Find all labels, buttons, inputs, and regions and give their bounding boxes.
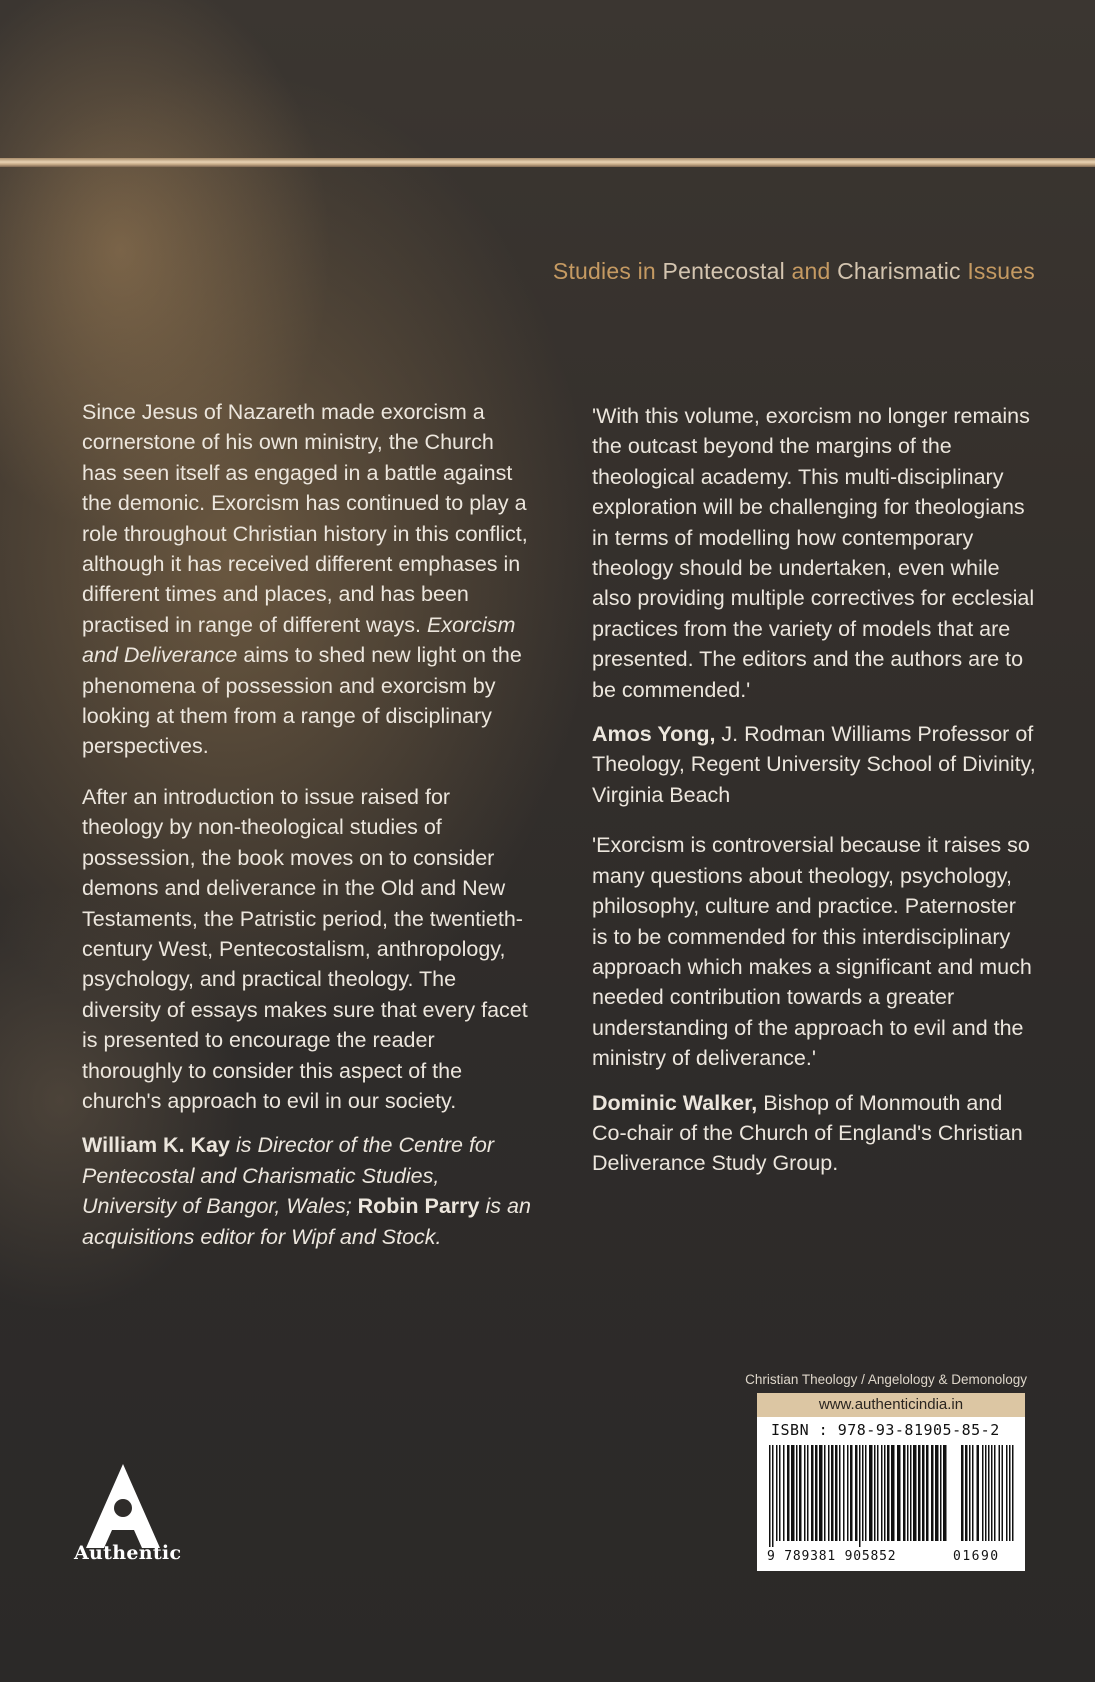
blurb-text: Since Jesus of Nazareth made exorcism a cornerstone of his own ministry, the Church has seen itself as engaged in a battle against the demonic. Exorcism has continued to play a role throughout Christian history in this conflict, although it has received different emphases in different times and places, and has been practised in range of different ways.	[82, 400, 528, 637]
publisher-website: www.authenticindia.in	[757, 1393, 1025, 1417]
endorsement-quote: 'Exorcism is controversial because it raises so many questions about theology, psychology, philosophy, culture and practice. Paternoster is to be commended for this interdisciplinary approach which makes a significant and much needed contribution towards a greater understanding of the approach to evil and the ministry of deliverance.'	[592, 833, 1032, 1071]
endorser-name: Dominic Walker,	[592, 1090, 758, 1115]
editor-name: William K. Kay	[82, 1133, 230, 1158]
series-title-part: and	[791, 258, 831, 284]
endorser-name: Amos Yong,	[592, 722, 716, 747]
blurb-text: aims to shed new light on the phenomena of possession and exorcism by looking at them from a range of disciplinary perspectives.	[82, 643, 522, 759]
series-title-part: Issues	[967, 258, 1035, 284]
series-title	[553, 258, 1035, 285]
book-title: Exorcism and Deliverance	[82, 612, 516, 668]
editors-note	[82, 1130, 532, 1252]
endorsement-quote: 'With this volume, exorcism no longer remains the outcast beyond the margins of the theological academy. This multi-disciplinary exploration will be challenging for theologians in terms of modelling how contemporary theology should be undertaken, even while also providing multiple correctives for ecclesial practices from the variety of models that are presented. The editors and the authors are to be commended.'	[592, 404, 1035, 702]
series-title-part: Charismatic	[837, 258, 961, 284]
price-code: 01690	[953, 1549, 1000, 1564]
editor-description: is an acquisitions editor for Wipf and Stock.	[82, 1194, 531, 1249]
endorsement-attribution	[592, 719, 1037, 810]
blurb-paragraph: After an introduction to issue raised for theology by non-theological studies of possession, the book moves on to consider demons and deliverance in the Old and New Testaments, the Patristic period, the twentieth-century West, Pentecostalism, anthropology, psychology, and practical theology. The diversity of essays makes sure that every facet is presented to encourage the reader thoroughly to consider this aspect of the church's approach to evil in our society.	[82, 784, 528, 1113]
series-title-part: Studies in	[552, 258, 656, 284]
editor-name: Robin Parry	[357, 1194, 480, 1219]
blurb-paragraph	[82, 397, 532, 762]
editor-description: is Director of the Centre for Pentecostal and Charismatic Studies, University of Bangor, Wales;	[82, 1133, 495, 1219]
barcode-panel	[757, 1393, 1025, 1571]
subject-category: Christian Theology / Angelology & Demonology	[745, 1372, 1027, 1387]
endorser-affiliation: J. Rodman Williams Professor of Theology, Regent University School of Divinity, Virginia Beach	[592, 722, 1036, 807]
publisher-name: Authentic	[74, 1542, 182, 1564]
isbn-text: ISBN : 978-93-81905-85-2	[771, 1421, 1000, 1439]
barcode-image	[765, 1445, 1019, 1549]
endorsement-attribution	[592, 1088, 1037, 1179]
endorser-affiliation: Bishop of Monmouth and Co-chair of the Church of England's Christian Deliverance Study Group.	[592, 1090, 1023, 1176]
endorsements-column	[592, 401, 1037, 1179]
series-title-part: Pentecostal	[662, 258, 785, 284]
decorative-rule	[0, 158, 1095, 167]
blurb-column	[82, 397, 532, 1252]
barcode-number: 9 789381 905852	[767, 1549, 897, 1564]
